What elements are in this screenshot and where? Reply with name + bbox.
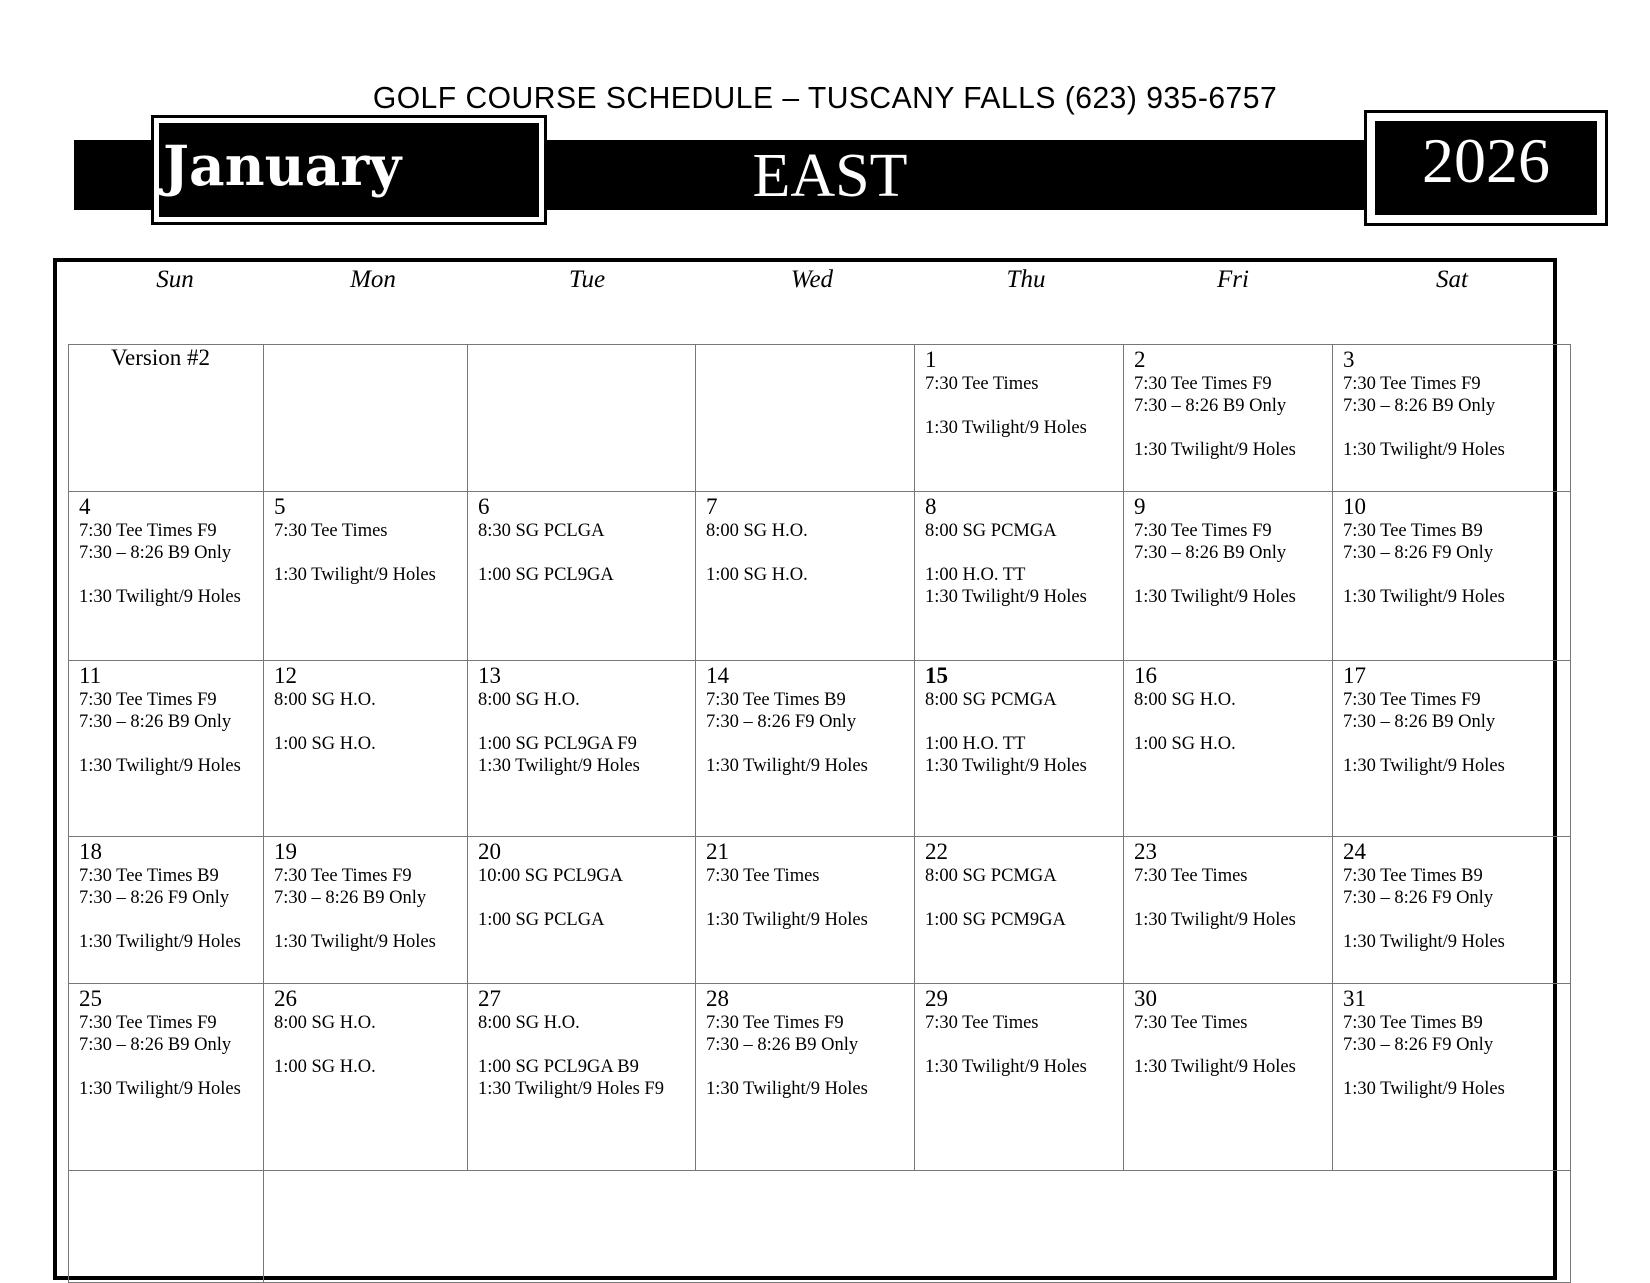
schedule-entry: 1:30 Twilight/9 Holes [79,932,241,952]
schedule-entry: 1:30 Twilight/9 Holes [1343,440,1505,460]
line-spacer [478,542,685,564]
schedule-entry: 1:30 Twilight/9 Holes [1343,1079,1505,1099]
schedule-entry: 1:30 Twilight/9 Holes [706,1079,868,1099]
calendar-day-cell [696,492,915,661]
schedule-entry: 8:00 SG PCMGA [925,690,1057,710]
line-spacer [274,542,457,564]
line-spacer [1343,909,1560,931]
year-label: 2026 [1375,121,1597,215]
calendar-day-cell [696,837,915,984]
day-number: 4 [79,494,91,519]
schedule-entry: 8:00 SG H.O. [274,1013,376,1033]
line-spacer [274,711,457,733]
schedule-entry: 1:30 Twilight/9 Holes [706,910,868,930]
calendar-cell-empty [696,345,915,492]
day-number: 12 [274,663,297,688]
schedule-entry: 7:30 Tee Times [1134,1013,1248,1033]
day-number: 17 [1343,663,1366,688]
line-spacer [1134,887,1322,909]
line-spacer [478,887,685,909]
day-number: 23 [1134,839,1157,864]
schedule-entry: 7:30 – 8:26 B9 Only [1343,396,1496,416]
line-spacer [1343,733,1560,755]
calendar-day-cell [1124,661,1333,837]
day-number: 1 [925,347,937,372]
schedule-entry: 1:00 SG PCLGA [478,910,605,930]
calendar-cell-empty [468,345,696,492]
weekday-wed: Wed [790,266,834,293]
line-spacer [925,711,1113,733]
schedule-entry: 7:30 Tee Times [706,866,820,886]
schedule-entry: 7:30 Tee Times B9 [1343,1013,1483,1033]
calendar-day-cell [468,837,696,984]
schedule-entry: 7:30 Tee Times F9 [79,1013,217,1033]
schedule-entry: 1:30 Twilight/9 Holes [274,932,436,952]
calendar-day-cell [696,661,915,837]
schedule-entry: 1:00 SG H.O. [1134,734,1236,754]
page-title: GOLF COURSE SCHEDULE – TUSCANY FALLS (623) 935-6757 [372,80,1278,115]
week-row [69,984,1571,1171]
calendar-day-cell [264,661,468,837]
line-spacer [925,1034,1113,1056]
day-number: 14 [706,663,729,688]
line-spacer [478,1034,685,1056]
line-spacer [706,887,904,909]
schedule-entry: 1:00 SG H.O. [706,565,808,585]
calendar-day-cell [1124,492,1333,661]
schedule-entry: 1:00 SG PCL9GA [478,565,614,585]
day-number: 27 [478,986,501,1011]
schedule-entry: 1:30 Twilight/9 Holes [925,1057,1087,1077]
day-number: 31 [1343,986,1366,1011]
day-number: 22 [925,839,948,864]
schedule-entry: 7:30 – 8:26 B9 Only [1134,543,1287,563]
schedule-entry: 1:30 Twilight/9 Holes [1343,587,1505,607]
day-number: 28 [706,986,729,1011]
line-spacer [1134,417,1322,439]
schedule-entry: 1:00 H.O. TT [925,734,1026,754]
line-spacer [274,1034,457,1056]
calendar-day-cell [1333,661,1571,837]
schedule-entry: 7:30 Tee Times F9 [274,866,412,886]
day-number: 18 [79,839,102,864]
line-spacer [925,887,1113,909]
line-spacer [1343,564,1560,586]
weekday-tue: Tue [568,266,606,293]
calendar-day-cell [264,984,468,1171]
day-number: 24 [1343,839,1366,864]
schedule-entry: 1:30 Twilight/9 Holes [79,756,241,776]
schedule-entry: 1:30 Twilight/9 Holes [79,1079,241,1099]
schedule-entry: 7:30 Tee Times [925,1013,1039,1033]
day-number: 13 [478,663,501,688]
calendar-grid [68,344,1571,1283]
line-spacer [706,542,904,564]
day-number: 29 [925,986,948,1011]
schedule-entry: 7:30 Tee Times F9 [706,1013,844,1033]
calendar-cell-empty [69,345,264,492]
weekday-fri: Fri [1217,266,1249,293]
day-number: 2 [1134,347,1146,372]
week-row [69,1171,1571,1283]
schedule-entry: 7:30 – 8:26 F9 Only [1343,543,1494,563]
schedule-entry: 7:30 – 8:26 B9 Only [79,1035,232,1055]
week-row [69,492,1571,661]
calendar-day-cell [264,837,468,984]
weekday-sat: Sat [1436,266,1468,293]
calendar-day-cell [915,345,1124,492]
day-number: 8 [925,494,937,519]
schedule-entry: 7:30 Tee Times F9 [79,690,217,710]
calendar-day-cell [1333,492,1571,661]
line-spacer [706,1056,904,1078]
schedule-entry: 1:30 Twilight/9 Holes [1134,587,1296,607]
schedule-entry: 7:30 – 8:26 B9 Only [1343,712,1496,732]
schedule-entry: 1:30 Twilight/9 Holes [1134,1057,1296,1077]
calendar-day-cell [1333,837,1571,984]
calendar-day-cell [1124,984,1333,1171]
schedule-entry: 7:30 – 8:26 B9 Only [79,543,232,563]
schedule-entry: 7:30 Tee Times F9 [79,521,217,541]
calendar-cell-empty [69,1171,264,1283]
schedule-entry: 7:30 Tee Times [1134,866,1248,886]
schedule-entry: 7:30 Tee Times B9 [1343,866,1483,886]
schedule-entry: 1:30 Twilight/9 Holes [1343,756,1505,776]
day-number: 25 [79,986,102,1011]
schedule-entry: 7:30 – 8:26 F9 Only [1343,1035,1494,1055]
schedule-entry: 7:30 – 8:26 B9 Only [1134,396,1287,416]
schedule-entry: 7:30 Tee Times F9 [1343,690,1481,710]
week-row [69,661,1571,837]
calendar-day-cell [1124,837,1333,984]
schedule-entry: 10:00 SG PCL9GA [478,866,623,886]
schedule-entry: 1:00 SG PCM9GA [925,910,1066,930]
schedule-entry: 1:30 Twilight/9 Holes [478,756,640,776]
schedule-entry: 7:30 – 8:26 B9 Only [274,888,427,908]
schedule-entry: 7:30 Tee Times B9 [79,866,219,886]
schedule-entry: 1:00 H.O. TT [925,565,1026,585]
day-number: 3 [1343,347,1355,372]
day-number: 26 [274,986,297,1011]
weekday-sun: Sun [156,266,194,293]
day-number: 19 [274,839,297,864]
schedule-entry: 1:00 SG PCL9GA B9 [478,1057,639,1077]
schedule-entry: 7:30 – 8:26 B9 Only [706,1035,859,1055]
week-row [69,837,1571,984]
schedule-entry: 7:30 Tee Times B9 [706,690,846,710]
line-spacer [706,733,904,755]
calendar-day-cell [915,984,1124,1171]
calendar-day-cell [915,492,1124,661]
month-label: January [159,123,539,217]
calendar [53,258,1557,1280]
calendar-day-cell [1333,345,1571,492]
day-number: 21 [706,839,729,864]
day-number: 6 [478,494,490,519]
day-number: 7 [706,494,718,519]
version-note: Version #2 [111,345,211,370]
day-number: 16 [1134,663,1157,688]
schedule-entry: 1:30 Twilight/9 Holes [925,418,1087,438]
day-number: 15 [925,663,948,688]
calendar-day-cell [1333,984,1571,1171]
schedule-entry: 7:30 Tee Times F9 [1134,374,1272,394]
schedule-entry: 1:30 Twilight/9 Holes [274,565,436,585]
schedule-entry: 8:00 SG H.O. [478,690,580,710]
schedule-entry: 1:30 Twilight/9 Holes [1134,910,1296,930]
line-spacer [925,542,1113,564]
year-label-box [1364,110,1608,226]
calendar-day-cell [69,837,264,984]
schedule-entry: 1:30 Twilight/9 Holes F9 [478,1079,664,1099]
schedule-entry: 7:30 Tee Times F9 [1343,374,1481,394]
schedule-entry: 1:30 Twilight/9 Holes [1343,932,1505,952]
course-name: EAST [752,142,908,210]
line-spacer [925,395,1113,417]
schedule-entry: 1:00 SG H.O. [274,1057,376,1077]
schedule-entry: 8:00 SG H.O. [478,1013,580,1033]
schedule-entry: 1:30 Twilight/9 Holes [925,756,1087,776]
line-spacer [1343,1056,1560,1078]
calendar-day-cell [468,661,696,837]
calendar-day-cell [69,492,264,661]
schedule-entry: 1:30 Twilight/9 Holes [925,587,1087,607]
line-spacer [274,909,457,931]
day-number: 11 [79,663,102,688]
schedule-entry: 1:00 SG H.O. [274,734,376,754]
schedule-entry: 8:00 SG PCMGA [925,521,1057,541]
schedule-entry: 7:30 – 8:26 F9 Only [706,712,857,732]
line-spacer [1134,564,1322,586]
weekday-thu: Thu [1006,266,1046,293]
calendar-day-cell [468,492,696,661]
schedule-entry: 8:00 SG H.O. [274,690,376,710]
calendar-cell-empty [264,345,468,492]
line-spacer [1343,417,1560,439]
week-row [69,345,1571,492]
line-spacer [79,909,253,931]
schedule-entry: 1:30 Twilight/9 Holes [706,756,868,776]
line-spacer [1134,711,1322,733]
schedule-entry: 1:00 SG PCL9GA F9 [478,734,637,754]
schedule-entry: 8:00 SG PCMGA [925,866,1057,886]
schedule-entry: 1:30 Twilight/9 Holes [1134,440,1296,460]
day-number: 10 [1343,494,1366,519]
calendar-day-cell [915,837,1124,984]
calendar-day-cell [915,661,1124,837]
schedule-entry: 7:30 – 8:26 F9 Only [79,888,230,908]
day-number: 20 [478,839,501,864]
schedule-entry: 7:30 – 8:26 B9 Only [79,712,232,732]
day-number: 9 [1134,494,1146,519]
schedule-entry: 8:30 SG PCLGA [478,521,605,541]
day-number: 30 [1134,986,1157,1011]
schedule-entry: 7:30 Tee Times B9 [1343,521,1483,541]
schedule-entry: 7:30 Tee Times F9 [1134,521,1272,541]
calendar-day-cell [1124,345,1333,492]
calendar-day-cell [468,984,696,1171]
line-spacer [79,733,253,755]
schedule-entry: 8:00 SG H.O. [706,521,808,541]
line-spacer [478,711,685,733]
calendar-day-cell [264,492,468,661]
line-spacer [79,564,253,586]
schedule-entry: 8:00 SG H.O. [1134,690,1236,710]
calendar-cell-empty [264,1171,1571,1283]
line-spacer [79,1056,253,1078]
schedule-entry: 7:30 – 8:26 F9 Only [1343,888,1494,908]
schedule-entry: 7:30 Tee Times [274,521,388,541]
schedule-entry: 7:30 Tee Times [925,374,1039,394]
month-label-box [151,115,547,225]
weekday-mon: Mon [350,266,396,293]
calendar-day-cell [696,984,915,1171]
day-number: 5 [274,494,286,519]
schedule-entry: 1:30 Twilight/9 Holes [79,587,241,607]
line-spacer [1134,1034,1322,1056]
calendar-day-cell [69,984,264,1171]
calendar-day-cell [69,661,264,837]
